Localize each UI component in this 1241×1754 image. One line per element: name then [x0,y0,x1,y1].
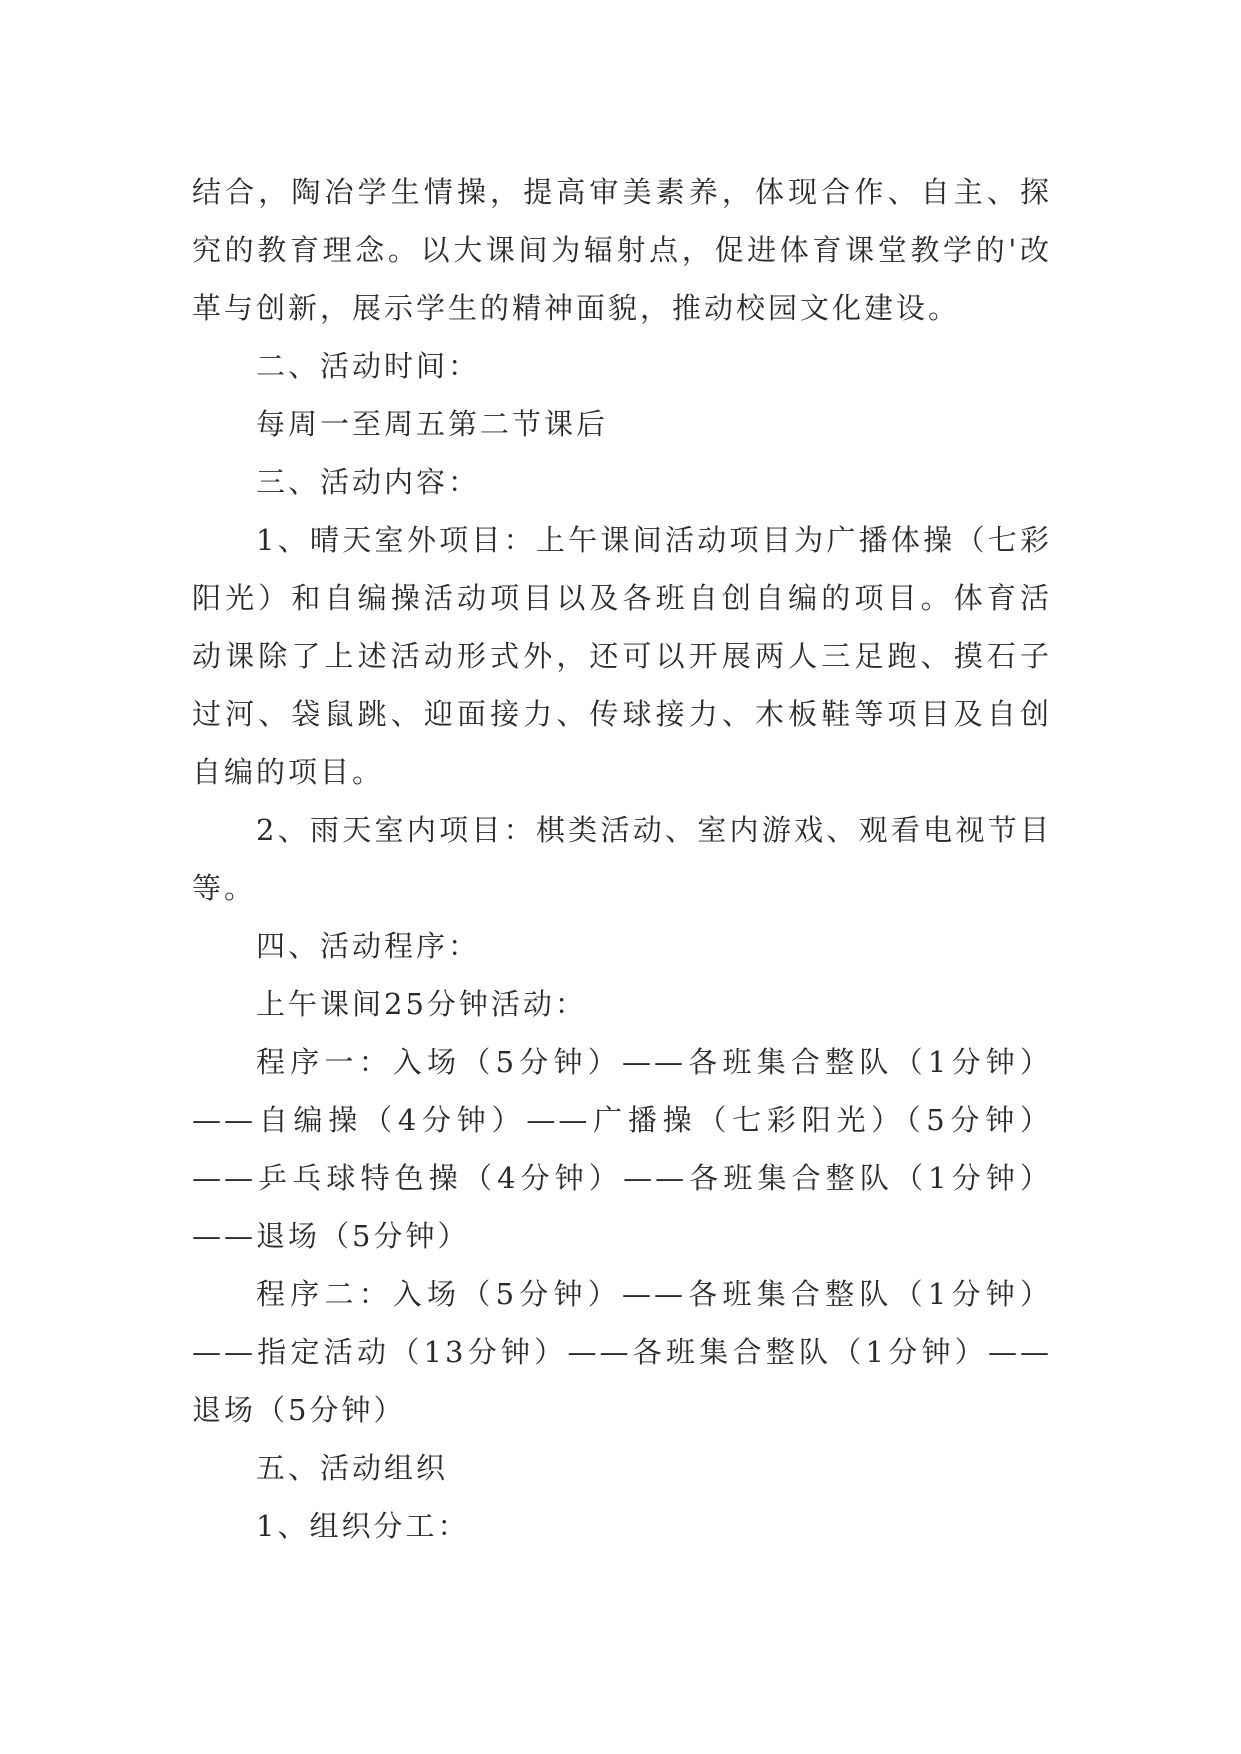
paragraph-division-of-labor: 1、组织分工： [256,1509,470,1543]
paragraph-procedure-two: 程序二：入场（5分钟）——各班集合整队（1分钟）——指定活动（13分钟）——各班集合整队（1分钟）——退场（5分钟） [192,1277,1052,1427]
heading-activity-organization: 五、活动组织 [256,1451,449,1485]
paragraph-rainy-indoor: 2、雨天室内项目：棋类活动、室内游戏、观看电视节目等。 [192,813,1052,905]
paragraph-procedure-one: 程序一：入场（5分钟）——各班集合整队（1分钟）——自编操（4分钟）——广播操（七彩阳光）（5分钟）——乒乓球特色操（4分钟）——各班集合整队（1分钟）——退场（5分钟） [192,1045,1052,1253]
paragraph-sunny-outdoor: 1、晴天室外项目：上午课间活动项目为广播体操（七彩阳光）和自编操活动项目以及各班自创自编的项目。体育活动课除了上述活动形式外，还可以开展两人三足跑、摸石子过河、袋鼠跳、迎面接力、传球接力、木板鞋等项目及自创自编的项目。 [192,523,1052,789]
paragraph-morning-break: 上午课间25分钟活动： [256,987,587,1021]
paragraph-intro-continued: 结合，陶冶学生情操，提高审美素养，体现合作、自主、探究的教育理念。以大课间为辐射点，促进体育课堂教学的'改革与创新，展示学生的精神面貌，推动校园文化建设。 [192,175,1052,325]
document-body [192,163,1052,1555]
heading-activity-procedure: 四、活动程序： [256,929,481,963]
heading-activity-time: 二、活动时间： [256,349,481,383]
paragraph-activity-time: 每周一至周五第二节课后 [256,407,609,441]
heading-activity-content: 三、活动内容： [256,465,481,499]
